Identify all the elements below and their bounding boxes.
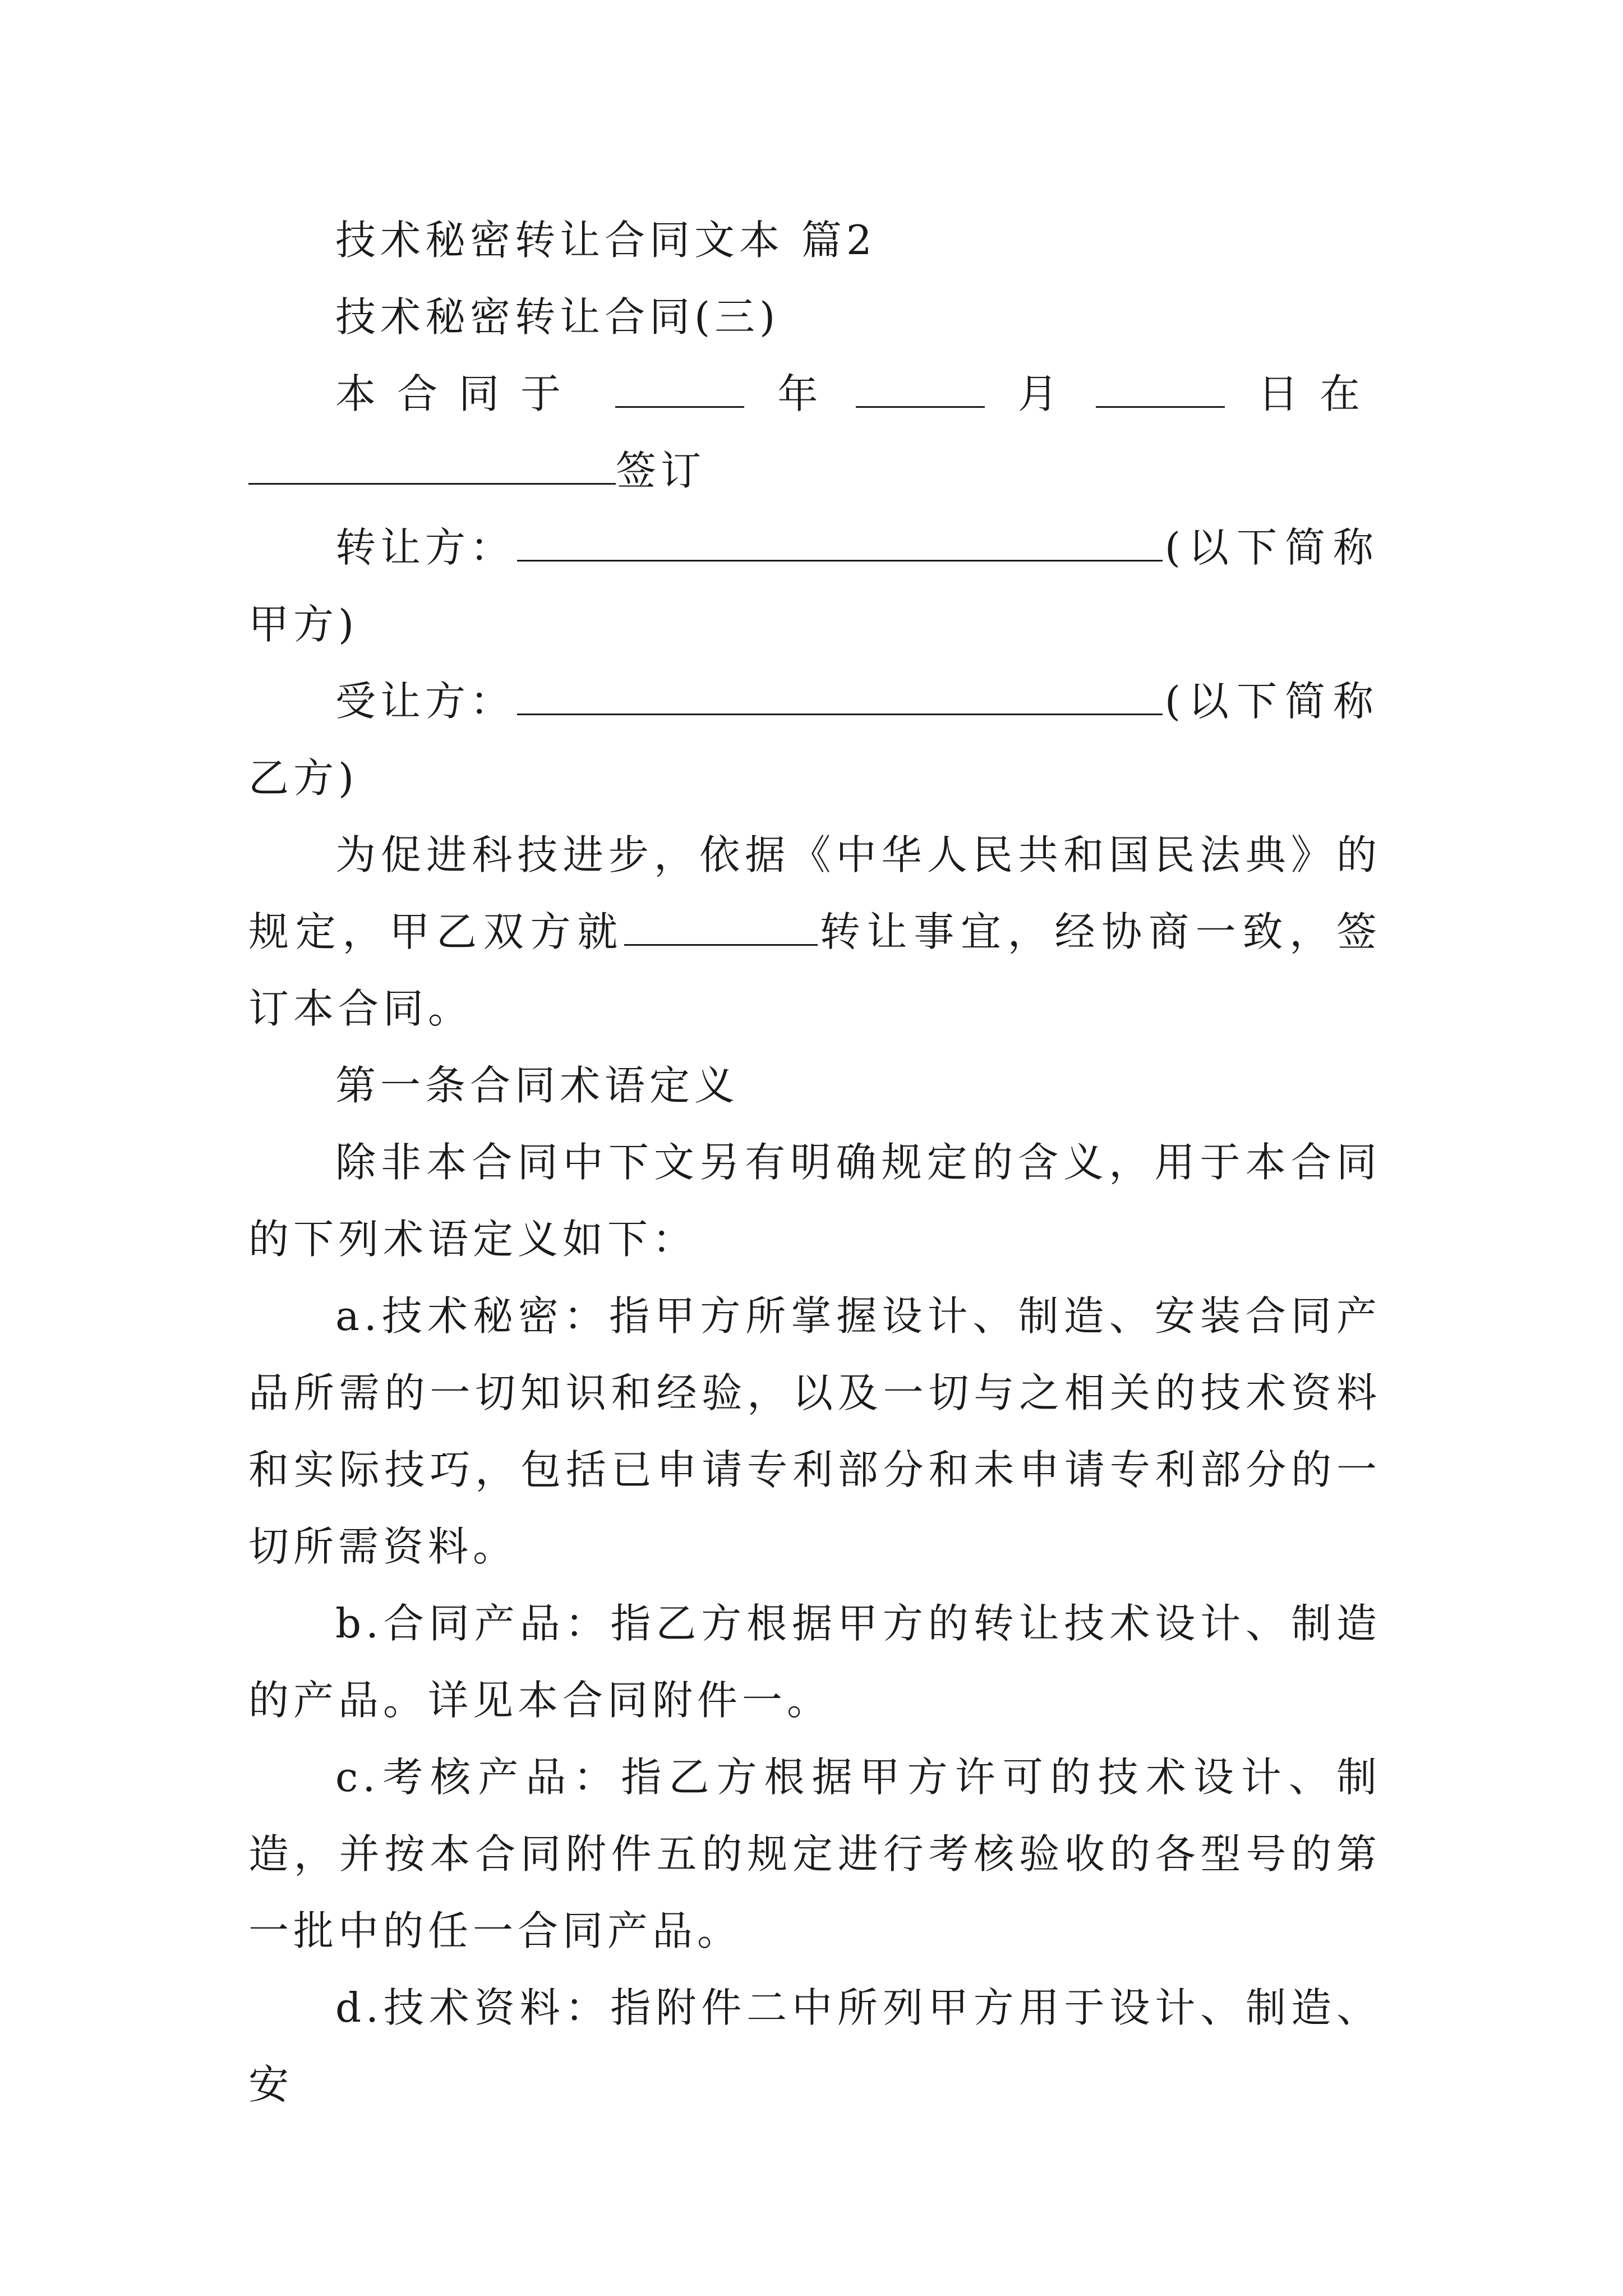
label-month: 月 [1017,370,1063,417]
signing-place-line [248,432,1381,509]
transferee-label: 受让方： [335,678,515,725]
blank-transferee [517,680,1163,715]
transferee-alias: 乙方) [248,754,359,802]
blank-year [615,372,744,408]
transferor-label: 转让方： [335,524,515,571]
article-1-title: 第一条合同术语定义 [335,1062,740,1109]
transferor-suffix: (以下简称 [1164,524,1381,571]
label-year: 年 [777,370,823,417]
transferor-alias: 甲方) [248,601,359,648]
label-day-at: 日在 [1257,370,1381,417]
signing-prefix: 本合同于 [335,370,583,417]
transferee-suffix: (以下简称 [1164,678,1381,725]
definition-b: b.合同产品：指乙方根据甲方的转让技术设计、制造的产品。详见本合同附件一。 [248,1600,1381,1724]
blank-month [856,372,985,408]
transferee-line [248,663,1381,740]
blank-day [1096,372,1225,408]
signing-date-line [248,356,1381,432]
definition-a: a.技术秘密：指甲方所掌握设计、制造、安装合同产品所需的一切知识和经验，以及一切与之相关的技术资料和实际技巧，包括已申请专利部分和未申请专利部分的一切所需资料。 [248,1292,1381,1570]
heading-contract-title: 技术秘密转让合同(三) [335,293,780,341]
blank-subject [624,910,818,946]
heading-article-title: 技术秘密转让合同文本 篇2 [335,217,877,264]
definition-c: c.考核产品：指乙方根据甲方许可的技术设计、制造，并按本合同附件五的规定进行考核验收的各型号的第一批中的任一合同产品。 [248,1754,1381,1954]
preamble-paragraph [248,817,1381,1047]
definition-d: d.技术资料：指附件二中所列甲方用于设计、制造、安 [248,1984,1381,2108]
preamble-part1: 为促进科技进步，依据《中华人民共和国民法典》的规定，甲乙双方就 [248,831,1381,955]
label-signed: 签订 [616,447,706,494]
transferor-line [248,509,1381,586]
article-1-intro: 除非本合同中下文另有明确规定的含义，用于本合同的下列术语定义如下： [248,1139,1381,1263]
blank-transferor [517,526,1163,562]
blank-place [248,449,616,485]
document-body [248,202,1381,2123]
preamble-part2: 转让事宜，经协商一致，签订本合同。 [248,908,1381,1032]
